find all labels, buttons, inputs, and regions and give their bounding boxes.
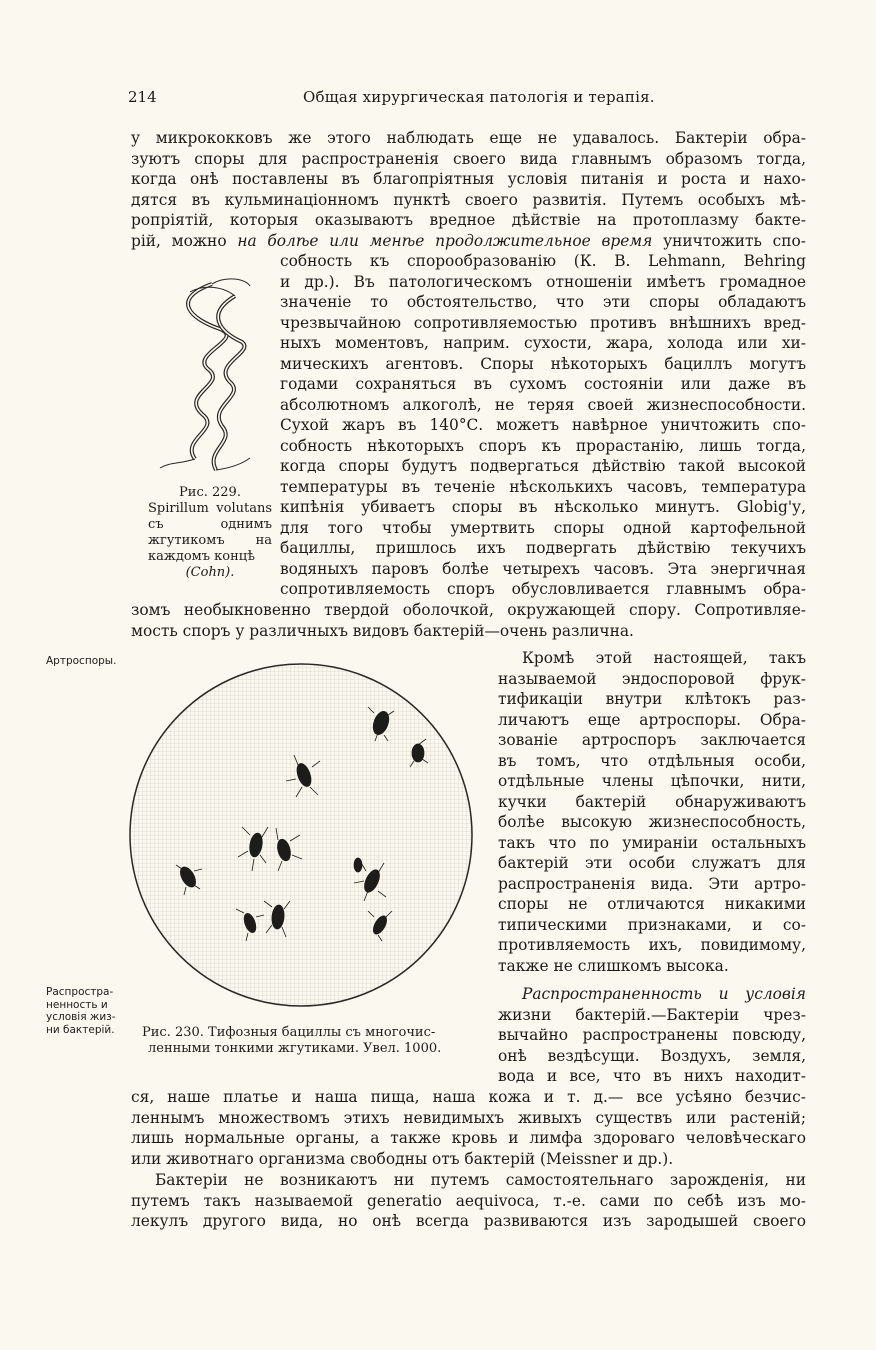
text-line: распространенія вида. Эти артро- [498, 874, 806, 893]
text-line: болѣе высокую жизнеспособность, [498, 813, 806, 831]
text-line: жизни бактерій.—Бактеріи чрез- [498, 1005, 806, 1024]
text-line: зованіе артроспоръ заключается [498, 731, 806, 749]
text-line: ныхъ моментовъ, наприм. сухости, жара, холода или хи- [280, 334, 806, 352]
text-line: вода и все, что въ нихъ находит- [498, 1067, 806, 1085]
italic-emphasis: на болѣе или менѣе продолжительное время [237, 231, 653, 250]
figure-229-caption [148, 485, 272, 581]
figure-229-text: Spirillum volutans съ однимъ жгутикомъ на каждомъ концѣ [148, 501, 272, 564]
text-line: годами сохраняться въ сухомъ состояніи или даже въ [280, 375, 806, 393]
text-line: онѣ вездѣсущи. Воздухъ, земля, [498, 1046, 806, 1065]
text-line: бациллы, пришлось ихъ подвергать дѣйствію текучихъ [280, 539, 806, 557]
text-line: типическими признаками, и со- [498, 915, 806, 934]
section-heading-line: Распространенность и условія [522, 985, 806, 1003]
running-title: Общая хирургическая патологія и терапія. [303, 88, 655, 106]
text-line: водяныхъ паровъ болѣе четырехъ часовъ. Эта энергичная [280, 559, 806, 578]
figure-229-label: Рис. 229. [179, 485, 241, 500]
figure-229-spirillum [150, 274, 260, 474]
margin-note-distribution: Распростра- ненность и условія жиз- ни бактерій. [46, 986, 116, 1036]
figure-230-caption [142, 1025, 482, 1057]
text-line: путемъ такъ называемой generatio aequivoca, т.-е. сами по себѣ изъ мо- [131, 1191, 806, 1210]
text-line: когда споры будутъ подвергаться дѣйствію такой высокой [280, 457, 806, 475]
text-line: температуры въ теченіе нѣсколькихъ часовъ, температура [280, 477, 806, 496]
text-line: чрезвычайною сопротивляемостью противъ внѣшнихъ вред- [280, 313, 806, 332]
paragraph-spores-end [131, 600, 806, 641]
text-line: лекулъ другого вида, но онѣ всегда развиваются изъ зародышей своего [131, 1212, 806, 1230]
text-line: леннымъ множествомъ этихъ невидимыхъ живыхъ существъ или растеній; [131, 1108, 806, 1127]
text-line: споры не отличаются никакими [498, 895, 806, 913]
page-number: 214 [128, 88, 157, 106]
text-line: ся, наше платье и наша пища, наша кожа и т. д.— все усѣяно безчис- [131, 1088, 806, 1106]
text-line: Кромѣ этой настоящей, такъ [522, 649, 806, 667]
figure-230-caption-line: Рис. 230. Тифозныя бациллы съ многочис- [142, 1025, 436, 1040]
text-line: лишь нормальные органы, а также кровь и лимфа здороваго человѣческаго [131, 1129, 806, 1147]
text-line: собность нѣкоторыхъ споръ къ прорастанію, лишь тогда, [280, 436, 806, 455]
text-line: значеніе то обстоятельство, что эти споры обладаютъ [280, 293, 806, 311]
text-segment: уничтожить спо- [652, 231, 806, 250]
text-line: для того чтобы умертвить споры одной картофельной [280, 518, 806, 537]
text-line: такъ что по умираніи остальныхъ [498, 833, 806, 852]
text-line: собность къ спорообразованію (К. В. Lehmann, Behring [280, 252, 806, 270]
text-line: Бактеріи не возникаютъ ни путемъ самостоятельнаго зарожденія, ни [155, 1171, 806, 1189]
text-line: тификаціи внутри клѣтокъ раз- [498, 690, 806, 708]
paragraph-arthrospores [498, 648, 806, 976]
text-line: называемой эндоспоровой фрук- [498, 669, 806, 688]
text-line: бактерій эти особи служатъ для [498, 854, 806, 872]
text-line: въ томъ, что отдѣльныя особи, [498, 751, 806, 770]
paragraph-distribution-continued [131, 1087, 806, 1169]
text-line: кипѣнія убиваетъ споры въ нѣсколько минутъ. Globig'у, [280, 498, 806, 516]
text-line: зомъ необыкновенно твердой оболочкой, окружающей спору. Сопротивляе- [131, 601, 806, 619]
text-line: мость споръ у различныхъ видовъ бактерій—очень различна. [131, 621, 634, 640]
text-segment: рій, можно [131, 231, 238, 250]
text-line: отдѣльные члены цѣпочки, нити, [498, 772, 806, 790]
text-line: сопротивляемость споръ обусловливается главнымъ обра- [280, 580, 806, 598]
text-line: вычайно распространены повсюду, [498, 1026, 806, 1044]
text-line: кучки бактерій обнаруживаютъ [498, 792, 806, 811]
text-line: когда онѣ поставлены въ благопріятныя условія питанія и роста и нахо- [131, 170, 806, 188]
paragraph-distribution [498, 984, 806, 1087]
text-line: и др.). Въ патологическомъ отношеніи имѣетъ громадное [280, 272, 806, 291]
paragraph-spores [131, 128, 806, 251]
text-line: ропріятій, которыя оказываютъ вредное дѣйствіе на протоплазму бакте- [131, 211, 806, 229]
text-line: противляемость ихъ, повидимому, [498, 936, 806, 954]
text-line: также не слишкомъ высока. [498, 956, 729, 975]
text-line: мическихъ агентовъ. Споры нѣкоторыхъ бациллъ могутъ [280, 354, 806, 373]
text-line: личаютъ еще артроспоры. Обра- [498, 710, 806, 729]
text-line: зуютъ споры для распространенія своего вида главнымъ образомъ тогда, [131, 149, 806, 168]
text-line: дятся въ кульминаціонномъ пунктѣ своего развитія. Путемъ особыхъ мѣ- [131, 190, 806, 209]
figure-230-typhoid-bacilli [126, 655, 476, 1017]
text-line: Сухой жаръ въ 140°С. можетъ навѣрное уничтожить спо- [280, 416, 806, 434]
paragraph-spores-continued [280, 251, 806, 600]
paragraph-origin [131, 1170, 806, 1232]
text-line: у микрококковъ же этого наблюдать еще не удавалось. Бактеріи обра- [131, 129, 806, 147]
text-line: или животнаго организма свободны отъ бактерій (Meissner и др.). [131, 1149, 674, 1168]
figure-229-author: (Cohn). [185, 565, 235, 580]
margin-note-arthrospores: Артроспоры. [46, 655, 117, 667]
text-line: абсолютномъ алкоголѣ, не теряя своей жизнеспособности. [280, 395, 806, 414]
text-line-mixed [131, 231, 806, 252]
figure-230-caption-line: ленными тонкими жгутиками. Увел. 1000. [148, 1041, 442, 1056]
